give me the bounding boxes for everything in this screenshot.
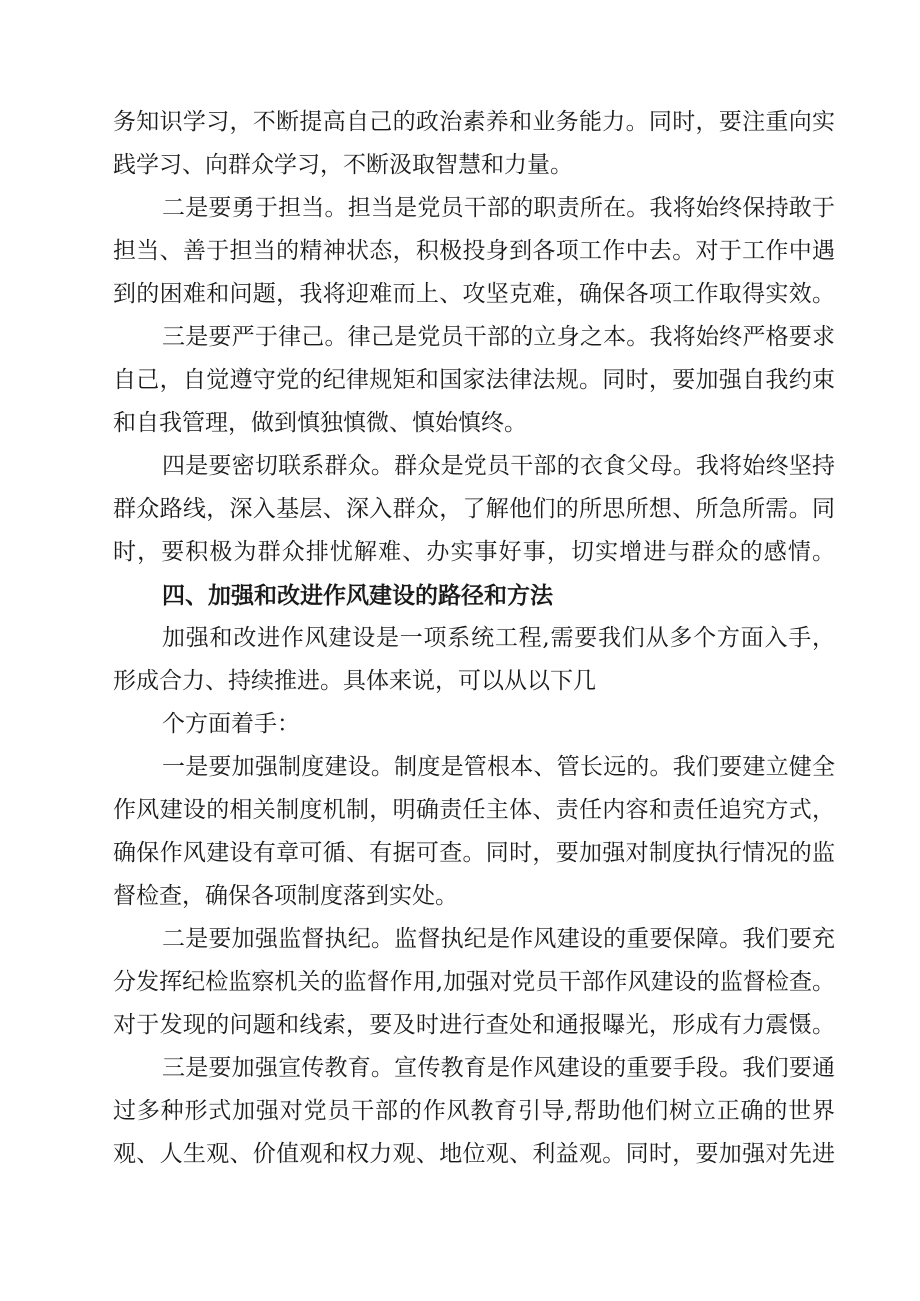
text-line: 二是要勇于担当。担当是党员干部的职责所在。我将始终保持敢于 bbox=[162, 195, 835, 221]
text-line: 三是要严于律己。律己是党员干部的立身之本。我将始终严格要求 bbox=[162, 324, 835, 350]
text-line: 个方面着手： bbox=[162, 711, 300, 737]
text-line: 形成合力、持续推进。具体来说，可以从以下几 bbox=[113, 668, 596, 694]
text-line: 观、人生观、价值观和权力观、地位观、利益观。同时，要加强对先进 bbox=[113, 1141, 835, 1167]
text-line: 务知识学习，不断提高自己的政治素养和业务能力。同时，要注重向实 bbox=[113, 109, 835, 135]
text-line: 分发挥纪检监察机关的监督作用,加强对党员干部作风建设的监督检查。 bbox=[113, 969, 835, 995]
text-line: 自己，自觉遵守党的纪律规矩和国家法律法规。同时，要加强自我约束 bbox=[113, 367, 835, 393]
text-line: 一是要加强制度建设。制度是管根本、管长远的。我们要建立健全 bbox=[162, 754, 835, 780]
text-line: 四是要密切联系群众。群众是党员干部的衣食父母。我将始终坚持 bbox=[162, 453, 835, 479]
text-line: 督检查，确保各项制度落到实处。 bbox=[113, 883, 458, 909]
text-line: 作风建设的相关制度机制，明确责任主体、责任内容和责任追究方式， bbox=[113, 797, 835, 823]
text-line: 践学习、向群众学习，不断汲取智慧和力量。 bbox=[113, 152, 573, 178]
text-line: 二是要加强监督执纪。监督执纪是作风建设的重要保障。我们要充 bbox=[162, 926, 835, 952]
text-line: 过多种形式加强对党员干部的作风教育引导,帮助他们树立正确的世界 bbox=[113, 1098, 835, 1124]
text-line: 三是要加强宣传教育。宣传教育是作风建设的重要手段。我们要通 bbox=[162, 1055, 835, 1081]
text-line: 和自我管理，做到慎独慎微、慎始慎终。 bbox=[113, 410, 527, 436]
text-line: 对于发现的问题和线索，要及时进行查处和通报曝光，形成有力震慑。 bbox=[113, 1012, 835, 1038]
document-body bbox=[113, 101, 835, 1176]
section-heading: 四、加强和改进作风建设的路径和方法 bbox=[162, 582, 553, 609]
text-line: 确保作风建设有章可循、有据可查。同时，要加强对制度执行情况的监 bbox=[113, 840, 835, 866]
text-line: 时，要积极为群众排忧解难、办实事好事，切实增进与群众的感情。 bbox=[113, 539, 835, 565]
text-line: 群众路线，深入基层、深入群众，了解他们的所思所想、所急所需。同 bbox=[113, 496, 835, 522]
text-line: 担当、善于担当的精神状态，积极投身到各项工作中去。对于工作中遇 bbox=[113, 238, 835, 264]
text-line: 加强和改进作风建设是一项系统工程,需要我们从多个方面入手， bbox=[162, 625, 835, 651]
text-line: 到的困难和问题，我将迎难而上、攻坚克难，确保各项工作取得实效。 bbox=[113, 281, 835, 307]
